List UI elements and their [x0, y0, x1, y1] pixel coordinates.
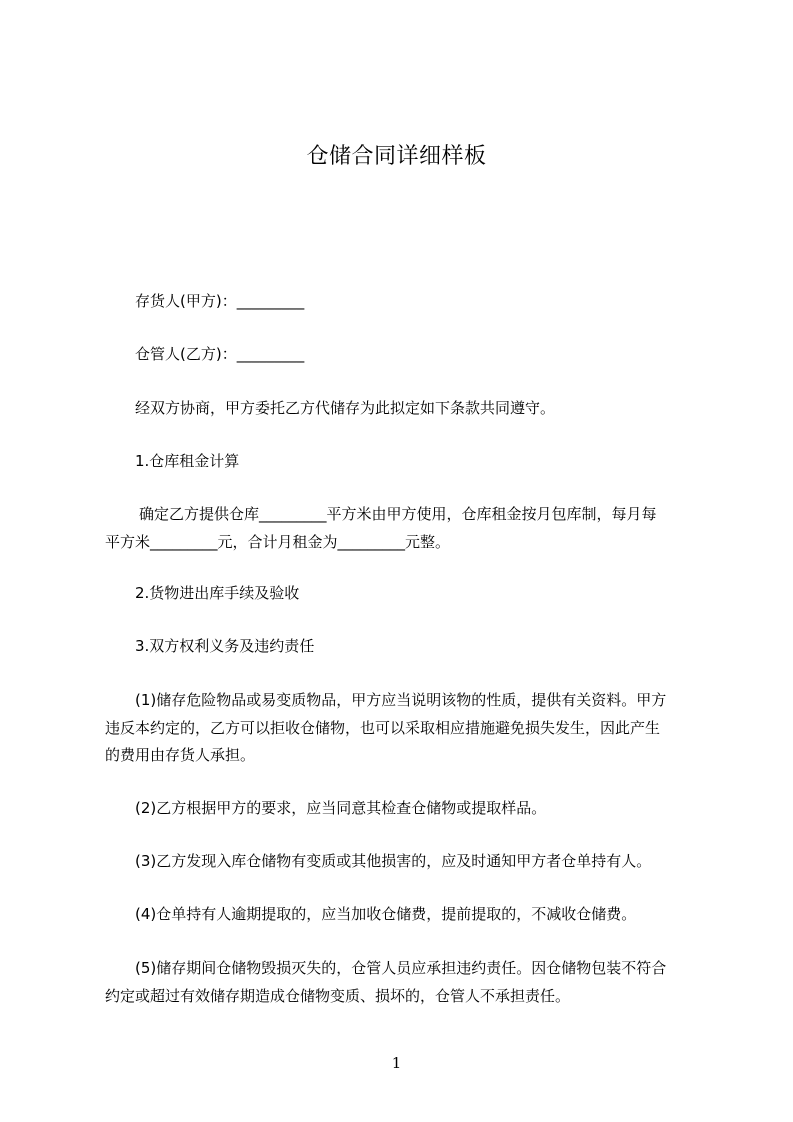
clause-5-line-2: 约定或超过有效储存期造成仓储物变质、损坏的，仓管人不承担责任。 — [105, 987, 571, 1005]
party-a-line: 存货人(甲方)：_________ — [135, 292, 305, 310]
clause-1-line-1: (1)储存危险物品或易变质物品，甲方应当说明该物的性质，提供有关资料。甲方 — [135, 691, 667, 709]
clause-4: (4)仓单持有人逾期提取的，应当加收仓储费，提前提取的，不减收仓储费。 — [135, 905, 637, 923]
clause-1-line-3: 的费用由存货人承担。 — [105, 746, 256, 764]
clause-2: (2)乙方根据甲方的要求，应当同意其检查仓储物或提取样品。 — [135, 799, 547, 817]
clause-1-line-2: 违反本约定的，乙方可以拒收仓储物，也可以采取相应措施避免损失发生，因此产生 — [105, 719, 661, 737]
section-1-paragraph-line-1: 确定乙方提供仓库_________平方米由甲方使用，仓库租金按月包库制，每月每 — [139, 505, 657, 523]
section-2-heading: 2.货物进出库手续及验收 — [135, 584, 300, 602]
clause-5-line-1: (5)储存期间仓储物毁损灭失的，仓管人员应承担违约责任。因仓储物包装不符合 — [135, 959, 667, 977]
preamble: 经双方协商，甲方委托乙方代储存为此拟定如下条款共同遵守。 — [135, 399, 556, 417]
clause-3: (3)乙方发现入库仓储物有变质或其他损害的，应及时通知甲方者仓单持有人。 — [135, 852, 652, 870]
document-title: 仓储合同详细样板 — [306, 144, 487, 169]
section-1-paragraph-line-2: 平方米_________元，合计月租金为_________元整。 — [105, 533, 451, 551]
section-3-heading: 3.双方权利义务及违约责任 — [135, 637, 315, 655]
section-1-heading: 1.仓库租金计算 — [135, 452, 240, 470]
page-number: 1 — [391, 1054, 402, 1072]
party-b-line: 仓管人(乙方)：_________ — [135, 345, 305, 363]
